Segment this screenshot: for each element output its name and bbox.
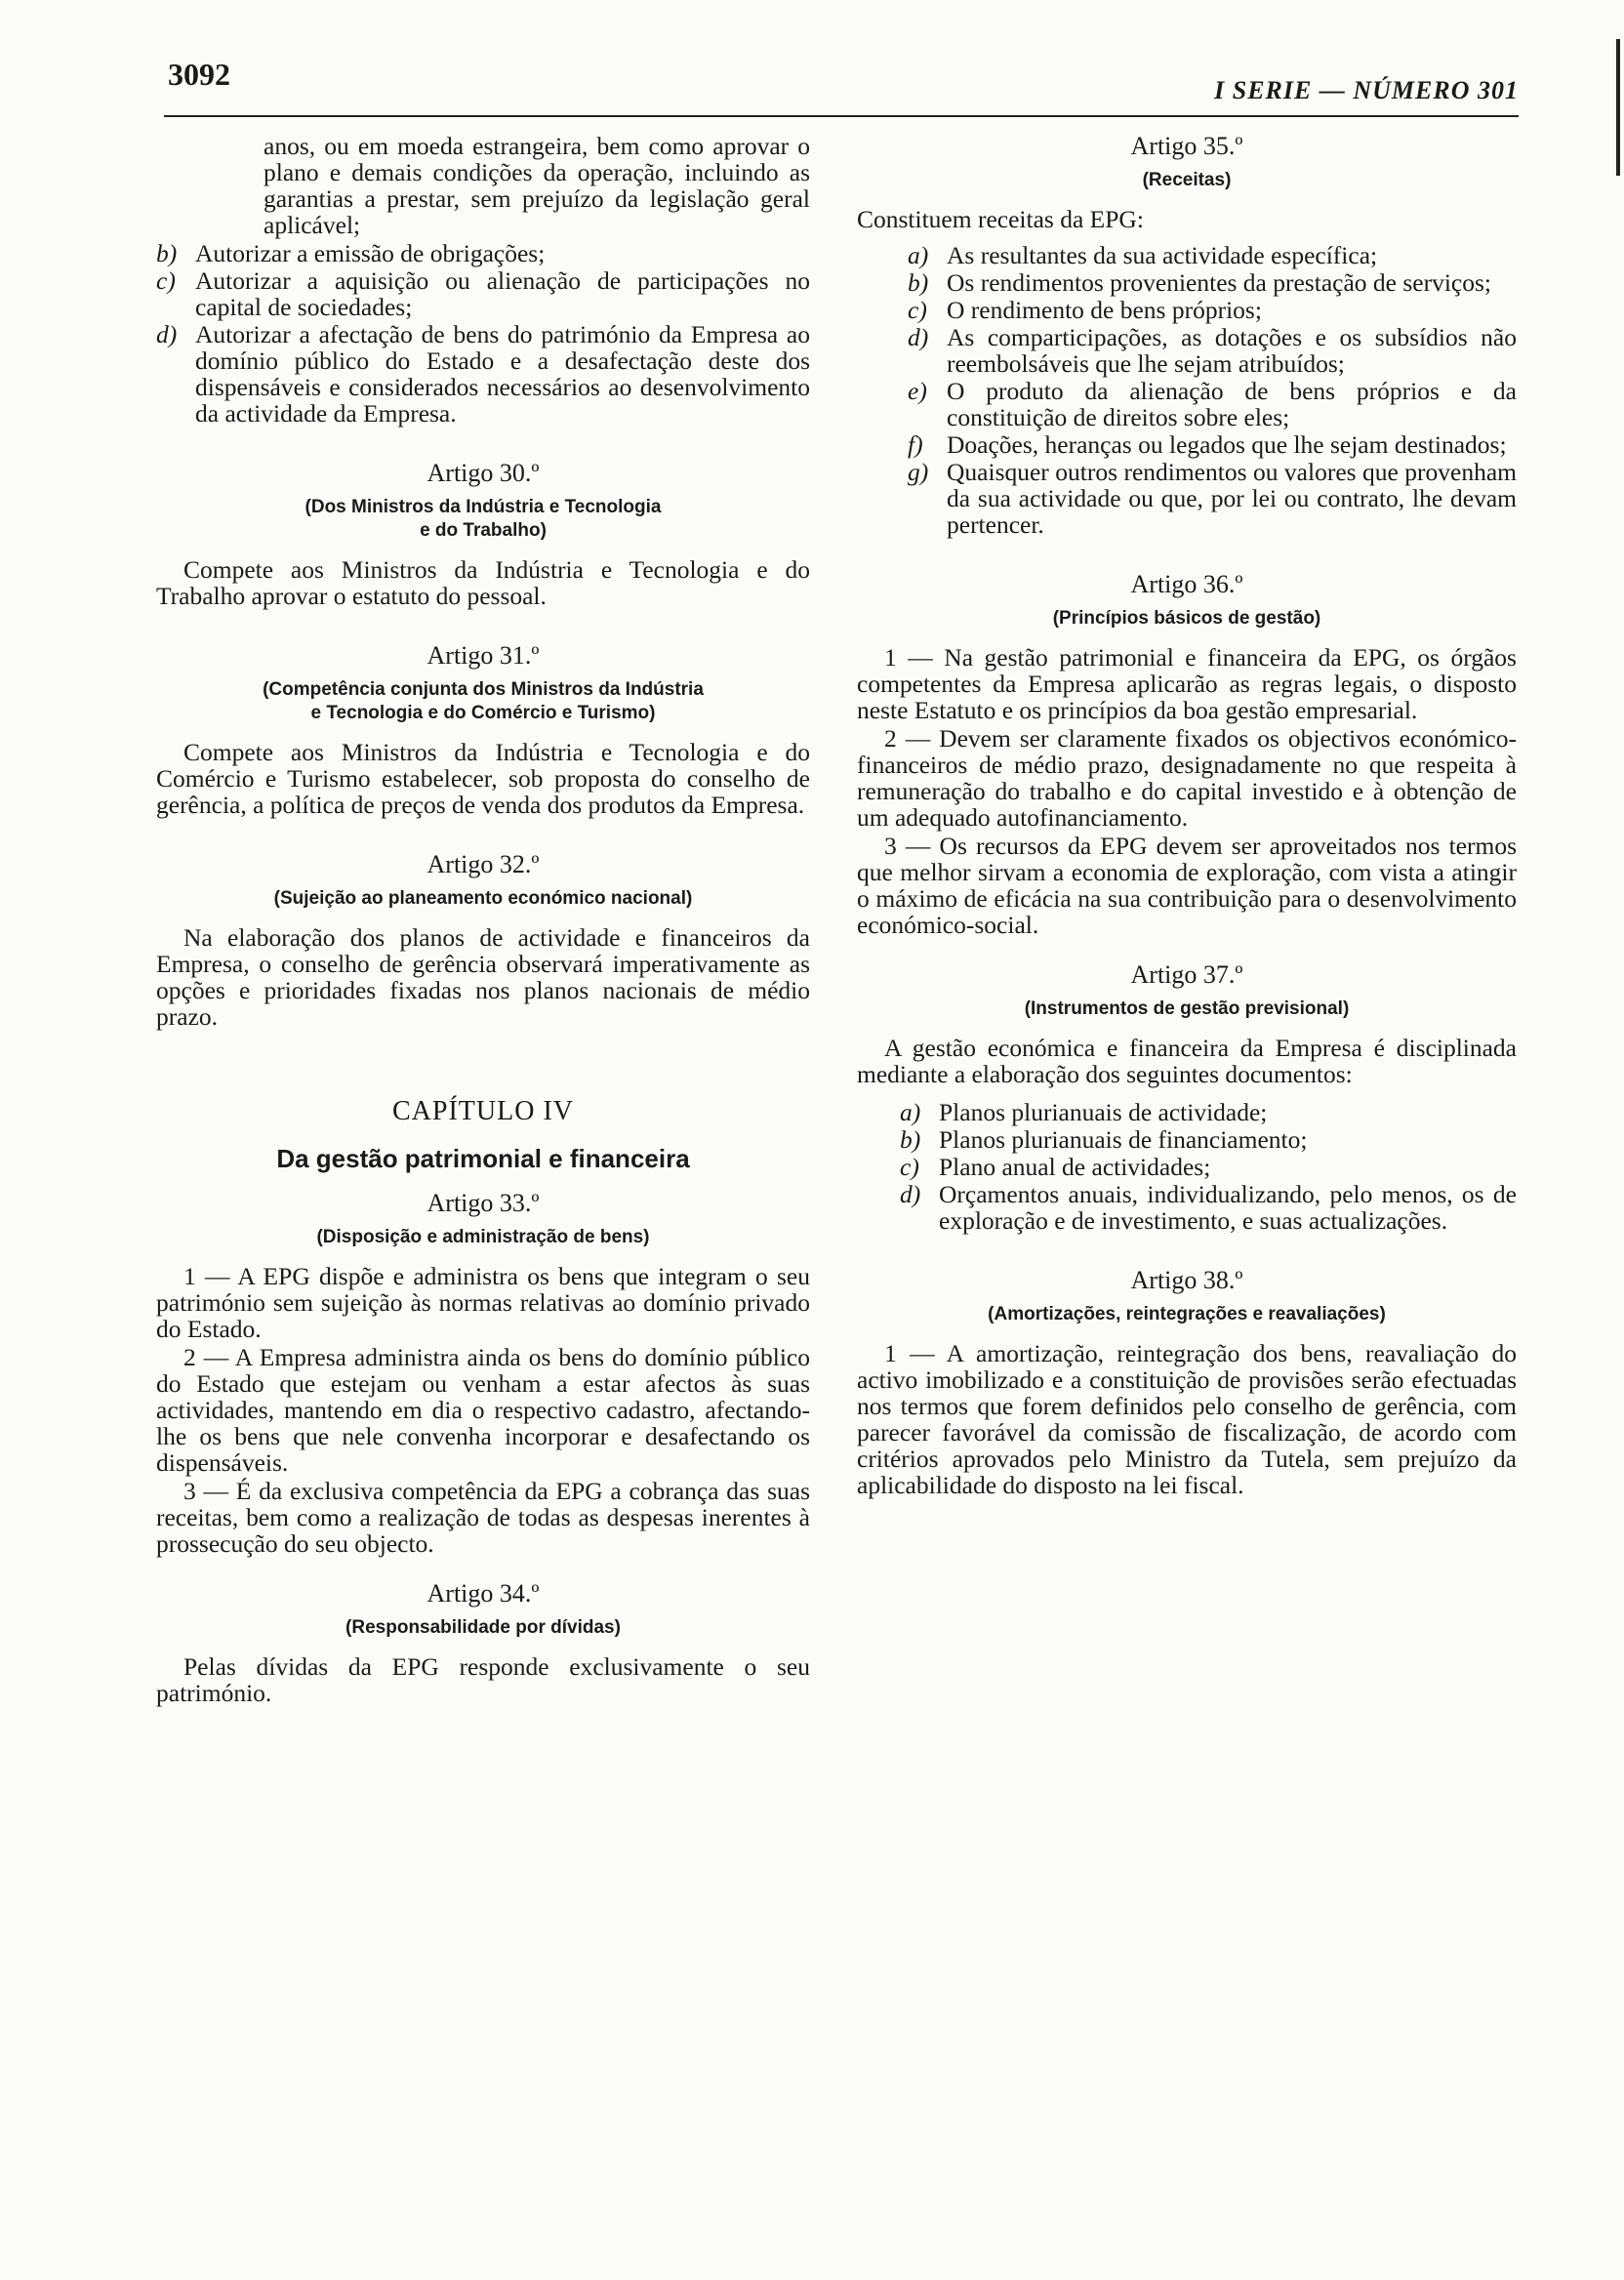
article-30-subtitle-line: (Dos Ministros da Indústria e Tecnologia [304, 497, 662, 517]
item-label: d) [908, 323, 929, 351]
list-item [900, 1126, 1517, 1153]
chapter-title: CAPÍTULO IV [392, 1096, 574, 1126]
article-31-text: Compete aos Ministros da Indústria e Tecnologia e do Comércio e Turismo estabelecer, sob proposta do conselho de gerência, a política de preços de venda dos produtos da Empresa. [156, 738, 810, 819]
list-item [908, 242, 1517, 268]
article-37-list [900, 1099, 1517, 1234]
item-text: As resultantes da sua actividade específica; [947, 241, 1378, 269]
list-item [908, 459, 1517, 538]
binding-edge [1616, 39, 1620, 176]
intro-paragraph: anos, ou em moeda estrangeira, bem como aprovar o plano e demais condições da operação, incluindo as garantias a prestar, sem prejuízo da legislação geral aplicável; [264, 132, 810, 239]
article-33-title: Artigo 33.º [426, 1189, 540, 1217]
article-34-title: Artigo 34.º [426, 1579, 540, 1608]
item-text: As comparticipações, as dotações e os subsídios não reembolsáveis que lhe sejam atribuídos; [947, 323, 1517, 378]
list-item [908, 269, 1517, 296]
item-text: Plano anual de actividades; [939, 1153, 1211, 1181]
article-30-text: Compete aos Ministros da Indústria e Tecnologia e do Trabalho aprovar o estatuto do pessoal. [156, 555, 810, 610]
item-label: g) [908, 458, 929, 486]
item-text: O produto da alienação de bens próprios e da constituição de direitos sobre eles; [947, 377, 1517, 431]
item-label: e) [908, 377, 927, 405]
list-item [908, 431, 1517, 458]
list-item [908, 297, 1517, 323]
article-30-subtitle [156, 496, 810, 543]
page-number: 3092 [168, 57, 230, 92]
item-text: Autorizar a aquisição ou alienação de participações no capital de sociedades; [195, 266, 810, 321]
item-label: b) [156, 239, 178, 267]
list-item [156, 267, 810, 320]
article-37-title: Artigo 37.º [1130, 960, 1243, 989]
article-31-subtitle [156, 678, 810, 725]
article-32-subtitle: (Sujeição ao planeamento económico nacional) [273, 888, 693, 909]
series-header: I SERIE — NÚMERO 301 [1214, 76, 1519, 104]
item-label: c) [900, 1153, 919, 1181]
item-text: Quaisquer outros rendimentos ou valores que provenham da sua actividade ou que, por lei ou contrato, lhe devam pertencer. [947, 458, 1517, 539]
article-31-subtitle-line: (Competência conjunta dos Ministros da Indústria [263, 679, 704, 700]
list-item [900, 1154, 1517, 1180]
list-item [156, 240, 810, 266]
article-33-paragraph-3: 3 — É da exclusiva competência da EPG a cobrança das suas receitas, bem como a realização de todas as despesas inerentes à prossecução do seu objecto. [156, 1477, 810, 1558]
list-item [900, 1181, 1517, 1234]
article-38-title: Artigo 38.º [1130, 1266, 1243, 1294]
article-33-paragraph-1: 1 — A EPG dispõe e administra os bens que integram o seu património sem sujeição às normas relativas ao domínio privado do Estado. [156, 1262, 810, 1343]
article-34-text: Pelas dívidas da EPG responde exclusivamente o seu património. [156, 1652, 810, 1707]
item-label: c) [908, 296, 927, 324]
article-33-paragraph-2: 2 — A Empresa administra ainda os bens do domínio público do Estado que estejam ou venham a estar afectos às suas actividades, mantendo em dia o respectivo cadastro, afectando-lhe os bens que nele convenha incorporar e desafectando os dispensáveis. [156, 1343, 810, 1477]
item-text: Doações, heranças ou legados que lhe sejam destinados; [947, 430, 1507, 459]
intro-list [156, 240, 810, 427]
item-text: Planos plurianuais de financiamento; [939, 1125, 1308, 1154]
list-item [908, 324, 1517, 377]
list-item [156, 321, 810, 427]
article-37-intro: A gestão económica e financeira da Empresa é disciplinada mediante a elaboração dos seguintes documentos: [857, 1034, 1517, 1088]
article-32-text: Na elaboração dos planos de actividade e financeiros da Empresa, o conselho de gerência observará imperativamente as opções e prioridades fixadas nos planos nacionais de médio prazo. [156, 923, 810, 1031]
article-38-paragraph-1: 1 — A amortização, reintegração dos bens, reavaliação do activo imobilizado e a constituição de provisões serão efectuadas nos termos que forem definidos pelo conselho de gerência, com parecer favorável da comissão de fiscalização, de acordo com critérios aprovados pelo Ministro da Tutela, sem prejuízo da aplicabilidade do disposto na lei fiscal. [857, 1339, 1517, 1499]
article-32-title: Artigo 32.º [426, 850, 540, 878]
article-37-subtitle: (Instrumentos de gestão previsional) [1024, 998, 1350, 1019]
chapter-subtitle: Da gestão patrimonial e financeira [276, 1144, 690, 1173]
article-35-list [908, 242, 1517, 538]
list-item [908, 378, 1517, 430]
article-36-title: Artigo 36.º [1130, 570, 1243, 598]
article-30-subtitle-line: e do Trabalho) [420, 520, 547, 541]
item-label: f) [908, 430, 923, 459]
article-36-paragraph-3: 3 — Os recursos da EPG devem ser aproveitados nos termos que melhor sirvam a economia de exploração, com vista a atingir o máximo de eficácia na sua contribuição para o desenvolvimento económico-social. [857, 832, 1517, 939]
article-31-subtitle-line: e Tecnologia e do Comércio e Turismo) [310, 703, 656, 723]
right-column [857, 133, 1517, 1500]
article-35-subtitle: (Receitas) [1142, 170, 1232, 190]
article-36-paragraph-1: 1 — Na gestão patrimonial e financeira da EPG, os órgãos competentes da Empresa aplicarão as regras legais, o disposto neste Estatuto e os princípios da boa gestão empresarial. [857, 643, 1517, 724]
item-label: d) [900, 1180, 921, 1208]
article-30-title: Artigo 30.º [426, 459, 540, 487]
list-item [900, 1099, 1517, 1125]
article-35-intro: Constituem receitas da EPG: [857, 205, 1144, 233]
article-38-subtitle: (Amortizações, reintegrações e reavaliações) [988, 1304, 1386, 1324]
item-text: Orçamentos anuais, individualizando, pelo menos, os de exploração e de investimento, e suas actualizações. [939, 1180, 1517, 1235]
item-label: c) [156, 266, 176, 295]
article-35-title: Artigo 35.º [1130, 132, 1243, 160]
item-label: a) [900, 1098, 921, 1126]
item-text: Os rendimentos provenientes da prestação de serviços; [947, 268, 1491, 297]
item-text: Autorizar a afectação de bens do património da Empresa ao domínio público do Estado e a desafectação deste dos dispensáveis e considerados necessários ao desenvolvimento da actividade da Empresa. [195, 320, 810, 428]
item-text: Autorizar a emissão de obrigações; [195, 239, 546, 267]
article-34-subtitle: (Responsabilidade por dívidas) [345, 1617, 621, 1638]
article-31-title: Artigo 31.º [426, 641, 540, 670]
item-label: b) [908, 268, 929, 297]
item-label: b) [900, 1125, 921, 1154]
item-label: a) [908, 241, 929, 269]
article-36-paragraph-2: 2 — Devem ser claramente fixados os objectivos económico-financeiros de médio prazo, designadamente no que respeita à remuneração do trabalho e do capital investido e à obtenção de um adequado autofinanciamento. [857, 724, 1517, 832]
header-rule [164, 115, 1519, 117]
left-column [156, 133, 810, 1708]
item-text: O rendimento de bens próprios; [947, 296, 1262, 324]
article-33-subtitle: (Disposição e administração de bens) [316, 1227, 650, 1247]
item-label: d) [156, 320, 178, 348]
item-text: Planos plurianuais de actividade; [939, 1098, 1268, 1126]
article-36-subtitle: (Princípios básicos de gestão) [1052, 608, 1321, 629]
